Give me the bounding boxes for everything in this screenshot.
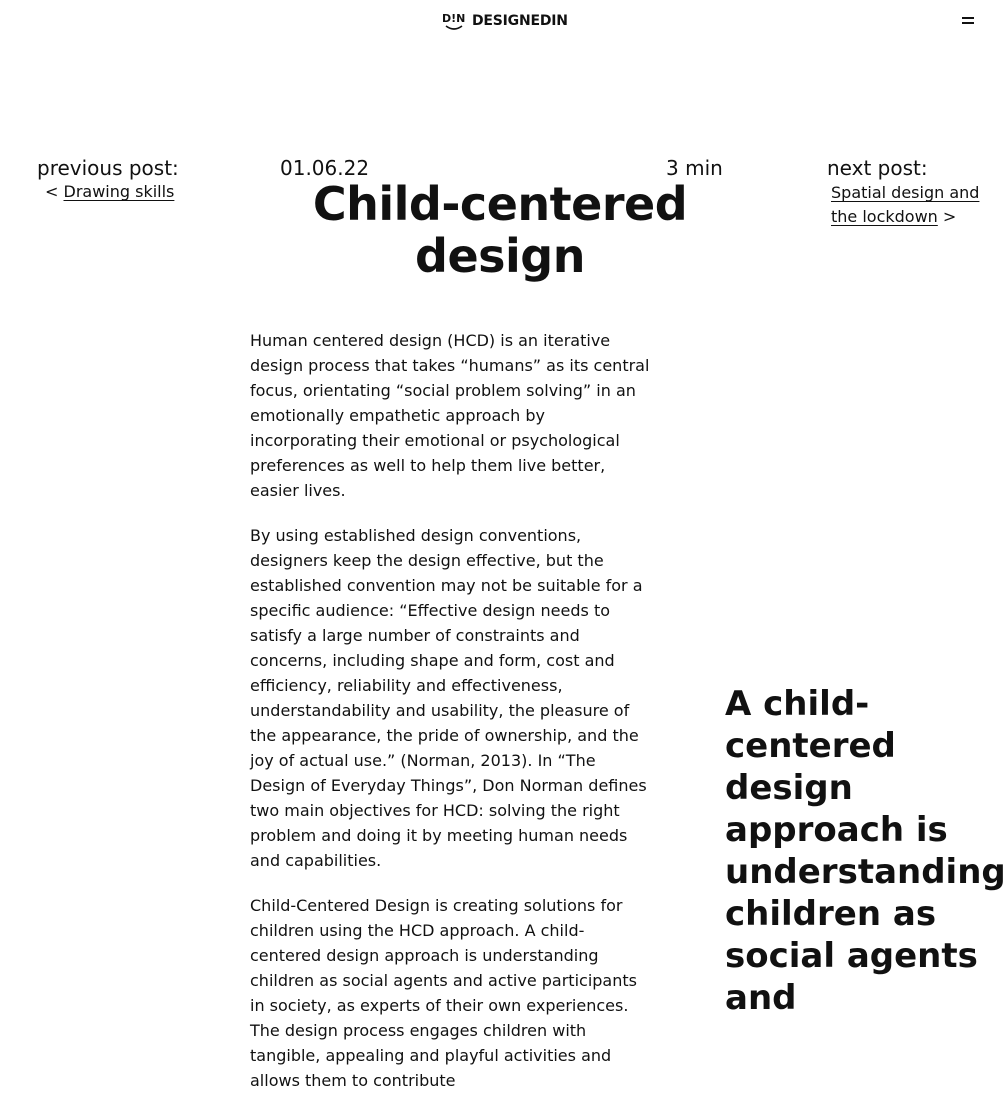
next-post-label: next post: [827,156,928,180]
hamburger-menu-button[interactable] [962,15,976,25]
next-post-link[interactable] [831,181,981,229]
article-paragraph: Child-Centered Design is creating solutions for children using the HCD approach. A child-centered design approach is understanding children as social agents and active participants in society, as experts of their own experiences. The design process engages children with tangible, appealing and playful activities and allows them to contribute [250,896,637,1090]
hamburger-icon-line-top [962,17,974,19]
previous-post-label: previous post: [37,156,179,180]
brand-name: DESIGNEDIN [472,13,568,29]
logo-mark-icon [442,10,466,32]
page-title: Child-centered design [312,177,688,283]
chevron-right-icon: > [942,207,957,226]
next-post-title: Spatial design and the lockdown [831,183,980,226]
previous-post-nav [37,155,237,203]
chevron-left-icon: < [45,182,59,201]
next-post-nav [827,155,992,229]
hamburger-icon-line-bottom [962,22,974,24]
brand-logo[interactable] [442,10,568,32]
previous-post-link[interactable] [45,181,237,203]
pull-quote: A child-centered design approach is understanding children as social agents and [725,684,1006,1018]
post-date: 01.06.22 [280,156,370,180]
site-header [0,0,1000,42]
article-paragraph: Human centered design (HCD) is an iterative design process that takes “humans” as its central focus, orientating “social problem solving” in an emotionally empathetic approach by incorporating their emotional or psychological preferences as well to help them live better, easier lives. [250,331,650,500]
previous-post-title: Drawing skills [63,182,175,201]
article-body [250,328,655,1113]
read-time: 3 min [666,156,723,180]
svg-text:D!N: D!N [442,12,466,25]
article-paragraph: By using established design conventions, designers keep the design effective, but the established convention may not be suitable for a specific audience: “Effective design needs to satisfy a large number of constraints and concerns, including shape and form, cost and efficiency, reliability and effectiveness, understandability and usability, the pleasure of the appearance, the pride of ownership, and the joy of actual use.” (Norman, 2013). In “The Design of Everyday Things”, Don Norman defines two main objectives for HCD: solving the right problem and doing it by meeting human needs and capabilities. [250,526,647,870]
